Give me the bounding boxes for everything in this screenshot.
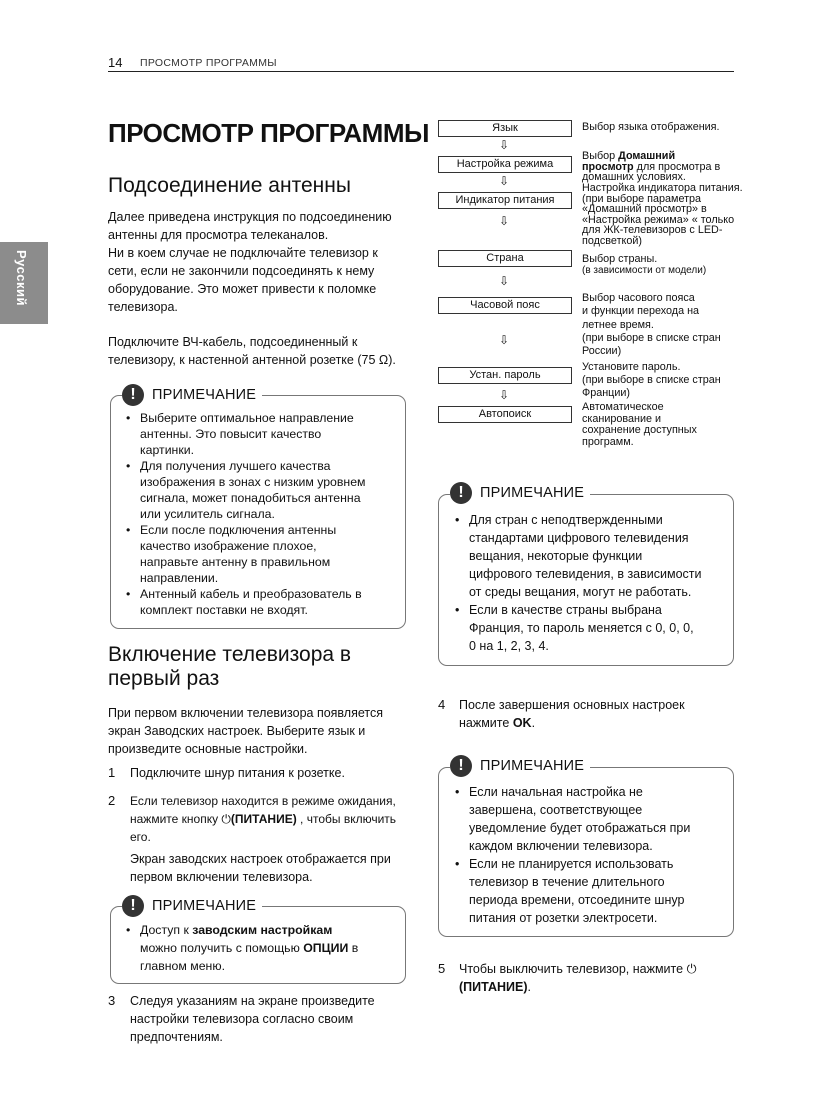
running-header: ПРОСМОТР ПРОГРАММЫ — [140, 57, 277, 69]
note-antenna-header: ! ПРИМЕЧАНИЕ — [122, 384, 262, 406]
note-digital-tv-list — [455, 511, 730, 655]
step-2-text: Если телевизор находится в режиме ожидания, нажмите кнопку ⏻(ПИТАНИЕ) , чтобы включить его. — [130, 794, 397, 844]
down-arrow-icon: ⇩ — [498, 214, 510, 228]
flow-desc-country: Выбор страны. (в зависимости от модели) — [582, 253, 707, 276]
flow-box-country: Страна — [438, 250, 572, 267]
page-number: 14 — [108, 55, 123, 70]
flow-desc-timezone: Выбор часового пояса и функции перехода на летнее время. (при выборе в списке стран России) — [582, 292, 721, 358]
flow-box-power-indicator: Индикатор питания — [438, 192, 572, 209]
exclamation-icon: ! — [450, 755, 472, 777]
page-title: ПРОСМОТР ПРОГРАММЫ — [108, 118, 429, 148]
power-icon: ⏻ — [686, 962, 697, 976]
down-arrow-icon: ⇩ — [498, 174, 510, 188]
list-item: • Если после подключения антенны качество изображение плохое, направьте антенну в правильном направлении. — [126, 522, 396, 586]
list-item: • Доступ к заводским настройкам можно получить с помощью ОПЦИИ в главном меню. — [126, 921, 396, 975]
header-rule — [108, 71, 734, 72]
first-time-intro: При первом включении телевизора появляется экран Заводских настроек. Выберите язык и произведите основные настройки. — [108, 706, 383, 756]
note-digital-tv-header: ! ПРИМЕЧАНИЕ — [450, 482, 590, 504]
antenna-intro: Далее приведена инструкция по подсоединению антенны для просмотра телеканалов. Ни в коем случае не подключайте телевизор к сети, если не закончили подсоединять к нему оборудование. Это может привести к поломке телевизора. — [108, 210, 392, 314]
step-4-number: 4 — [438, 697, 446, 712]
list-item: • Антенный кабель и преобразователь в комплект поставки не входят. — [126, 586, 396, 618]
flow-box-mode: Настройка режима — [438, 156, 572, 173]
language-tab-label: Русский — [14, 250, 29, 307]
step-2-detail: Экран заводских настроек отображается при первом включении телевизора. — [130, 852, 391, 884]
flow-desc-autosearch: Автоматическое сканирование и сохранение доступных программ. — [582, 401, 697, 448]
down-arrow-icon: ⇩ — [498, 388, 510, 402]
flow-desc-power-indicator: Настройка индикатора питания. (при выборе параметра «Домашний просмотр» в «Настройка режима» « только для ЖК-телевизоров с LED- подсветкой) — [582, 182, 743, 247]
step-2-number: 2 — [108, 793, 116, 808]
note-incomplete-setup-list — [455, 783, 730, 927]
note-factory-list — [126, 921, 396, 975]
down-arrow-icon: ⇩ — [498, 138, 510, 152]
flow-box-timezone: Часовой пояс — [438, 297, 572, 314]
step-4-text: После завершения основных настроек нажмите OK. — [459, 698, 685, 730]
antenna-cable-text: Подключите ВЧ-кабель, подсоединенный к телевизору, к настенной антенной розетке (75 Ω). — [108, 335, 396, 367]
list-item: • Для стран с неподтвержденными стандартами цифрового телевидения вещания, некоторые функции цифрового телевидения, в зависимости от среды вещания, могут не работать. — [455, 511, 730, 601]
first-time-heading: Включение телевизора в первый раз — [108, 643, 352, 690]
list-item: • Если не планируется использовать телевизор в течение длительного периода времени, отсоедините шнур питания от розетки электросети. — [455, 855, 730, 927]
list-item: • Для получения лучшего качества изображения в зонах с низким уровнем сигнала, может понадобиться антенна или усилитель сигнала. — [126, 458, 396, 522]
flow-box-autosearch: Автопоиск — [438, 406, 572, 423]
exclamation-icon: ! — [122, 384, 144, 406]
flow-box-language: Язык — [438, 120, 572, 137]
note-factory-header: ! ПРИМЕЧАНИЕ — [122, 895, 262, 917]
flow-desc-language: Выбор языка отображения. — [582, 121, 720, 133]
flow-desc-password: Установите пароль. (при выборе в списке стран Франции) — [582, 361, 721, 399]
list-item: • Если начальная настройка не завершена, соответствующее уведомление будет отображаться при каждом включении телевизора. — [455, 783, 730, 855]
list-item: • Выберите оптимальное направление антенны. Это повысит качество картинки. — [126, 410, 396, 458]
step-5-number: 5 — [438, 961, 446, 976]
flow-desc-mode: Выбор Домашний просмотр для просмотра в домашних условиях. — [582, 150, 721, 183]
step-3-text: Следуя указаниям на экране произведите настройки телевизора согласно своим предпочтениям. — [130, 994, 375, 1044]
language-tab — [0, 242, 48, 324]
down-arrow-icon: ⇩ — [498, 333, 510, 347]
list-item: • Если в качестве страны выбрана Франция, то пароль меняется с 0, 0, 0, 0 на 1, 2, 3, 4. — [455, 601, 730, 655]
note-antenna-list — [126, 410, 396, 618]
flow-box-password: Устан. пароль — [438, 367, 572, 384]
step-1-text: Подключите шнур питания к розетке. — [130, 766, 345, 780]
note-incomplete-setup-header: ! ПРИМЕЧАНИЕ — [450, 755, 590, 777]
down-arrow-icon: ⇩ — [498, 274, 510, 288]
step-1-number: 1 — [108, 765, 116, 780]
antenna-heading: Подсоединение антенны — [108, 174, 351, 197]
power-icon: ⏻ — [221, 812, 231, 826]
exclamation-icon: ! — [122, 895, 144, 917]
step-3-number: 3 — [108, 993, 116, 1008]
exclamation-icon: ! — [450, 482, 472, 504]
step-5-text: Чтобы выключить телевизор, нажмите ⏻ (ПИТАНИЕ). — [459, 962, 697, 994]
